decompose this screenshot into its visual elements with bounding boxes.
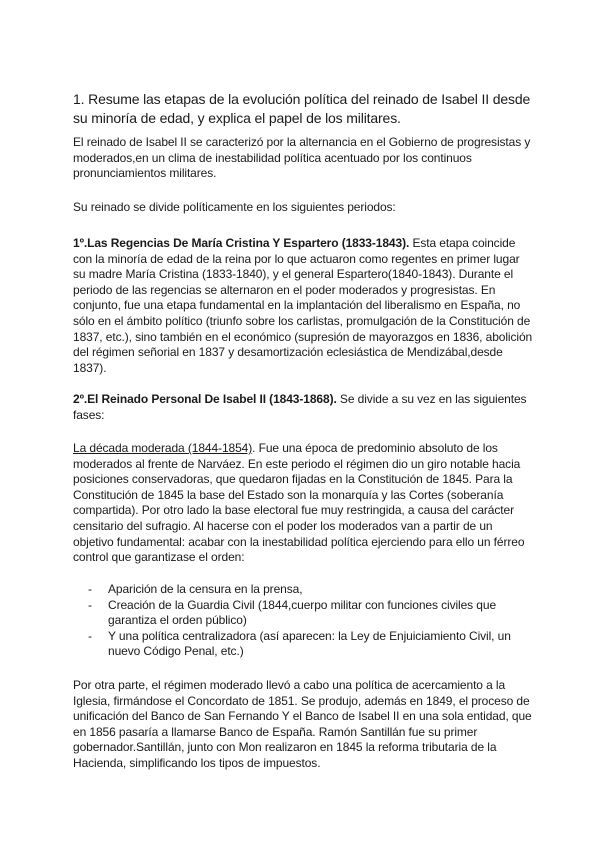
decade-text: . Fue una época de predominio absoluto de los moderados al frente de Narváez. En este periodo el régimen dio un giro notable hacia posiciones conservadoras, que quedaron fijadas en la Constitución de 1845. Para la Constitución de 1845 la base del Estado son la monarquía y las Cortes (soberanía compartida). Por otro lado la base electoral fue muy restringida, a causa del carácter censitario del sufragio. Al hacerse con el poder los moderados van a partir de un objetivo fundamental: acabar con la inestabilidad política ejerciendo para ello un férreo control que garantizase el orden: <box>73 441 525 565</box>
period1-paragraph <box>73 236 533 376</box>
measures-list <box>88 582 528 660</box>
decade-heading: La década moderada (1844-1854) <box>73 441 253 455</box>
intro-paragraph: El reinado de Isabel II se caracterizó por la alternancia en el Gobierno de progresistas y moderados,en un clima de inestabilidad política acentuado por los continuos pronunciamientos militares. <box>73 135 531 181</box>
list-item: - Creación de la Guardia Civil (1844,cuerpo militar con funciones civiles que garantiza el orden público) <box>88 598 528 629</box>
period1-text: Esta etapa coincide con la minoría de edad de la reina por lo que actuaron como regentes en primer lugar su madre María Cristina (1833-1840), y el general Espartero(1840-1843). Durante el periodo de las regencias se alternaron en el poder moderados y progresistas. En conjunto, fue una etapa fundamental en la implantación del liberalismo en España, no sólo en el ámbito político (triunfo sobre los carlistas, promulgación de la Constitución de 1837, etc.), sino también en el económico (supresión de mayorazgos en 1836, abolición del régimen señorial en 1837 y desamortización eclesiástica de Mendizábal,desde 1837). <box>73 236 533 375</box>
division-paragraph: Su reinado se divide políticamente en los siguientes periodos: <box>73 200 396 214</box>
period2-text: Se divide a su vez en las siguientes fases: <box>73 392 527 422</box>
period2-heading: 2º.El Reinado Personal De Isabel II (1843-1868). <box>73 392 337 406</box>
list-item: - Y una política centralizadora (así aparecen: la Ley de Enjuiciamiento Civil, un nuevo Código Penal, etc.) <box>88 629 528 660</box>
closing-paragraph: Por otra parte, el régimen moderado llevó a cabo una política de acercamiento a la Iglesia, firmándose el Concordato de 1851. Se produjo, además en 1849, el proceso de unificación del Banco de San Fernando Y el Banco de Isabel II en una sola entidad, que en 1856 pasaría a llamarse Banco de España. Ramón Santillán fue su primer gobernador.Santillán, junto con Mon realizaron en 1845 la reforma tributaria de la Hacienda, simplificando los tipos de impuestos. <box>73 678 532 770</box>
list-item: - Aparición de la censura en la prensa, <box>88 582 528 598</box>
decade-paragraph <box>73 441 533 566</box>
period2-paragraph <box>73 392 533 423</box>
question-title: 1. Resume las etapas de la evolución política del reinado de Isabel II desde su minoría de edad, y explica el papel de los militares. <box>73 91 531 126</box>
period1-heading: 1º.Las Regencias De María Cristina Y Espartero (1833-1843). <box>73 236 410 250</box>
